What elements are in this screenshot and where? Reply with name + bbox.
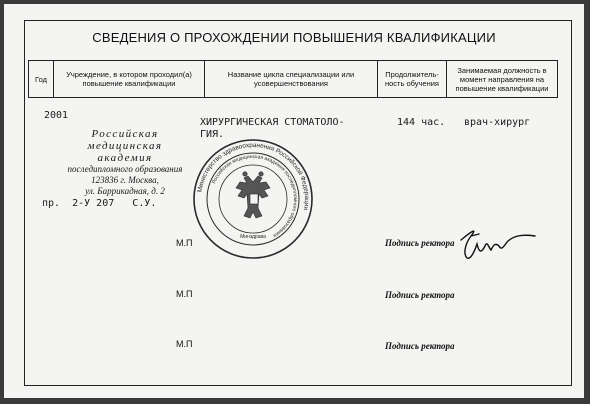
header-cycle: Название цикла специализации или усовершенствования (204, 60, 378, 98)
double-headed-eagle-icon (236, 172, 270, 218)
official-seal-icon (192, 138, 314, 260)
rector-signature-label: Подпись ректора (385, 341, 455, 351)
seal-inner-text: Российская медицинская академия последипломного образования (211, 153, 299, 239)
rector-signature-label: Подпись ректора (385, 238, 455, 248)
institution-line: последипломного образования (67, 164, 183, 174)
entry-duration: 144 час. (397, 117, 446, 128)
institution-stamp (60, 128, 190, 197)
seal-outer-text: Министерство здравоохранения Российской Федерации (196, 141, 311, 211)
seal-bottom-text: Минздрава (240, 234, 266, 240)
institution-line: академия (97, 152, 153, 164)
header-duration: Продолжитель-ность обучения (377, 60, 447, 98)
institution-line: 123836 г. Москва, (91, 175, 159, 185)
handwritten-signature-icon (455, 220, 545, 265)
cycle-name-line2: ГИЯ. (200, 129, 225, 140)
header-position: Занимаемая должность в момент направления на повышение квалификации (446, 60, 558, 98)
document-title: СВЕДЕНИЯ О ПРОХОЖДЕНИИ ПОВЫШЕНИЯ КВАЛИФИКАЦИИ (92, 30, 496, 45)
institution-line: Российская (91, 128, 159, 140)
institution-line: ул. Баррикадная, д. 2 (85, 186, 165, 196)
header-institution: Учреждение, в котором проходил(а) повышение квалификации (53, 60, 205, 98)
rector-signature-label: Подпись ректора (385, 290, 455, 300)
header-year: Год (28, 60, 54, 98)
institution-line: медицинская (87, 140, 163, 152)
entry-year: 2001 (44, 110, 69, 121)
order-number: пр. 2-У 207 С.У. (42, 198, 157, 209)
mp-label: М.П (176, 339, 193, 349)
mp-label: М.П (176, 238, 193, 248)
cycle-name-line1: ХИРУРГИЧЕСКАЯ СТОМАТОЛО- (200, 117, 345, 128)
mp-label: М.П (176, 289, 193, 299)
entry-position: врач-хирург (464, 117, 531, 128)
